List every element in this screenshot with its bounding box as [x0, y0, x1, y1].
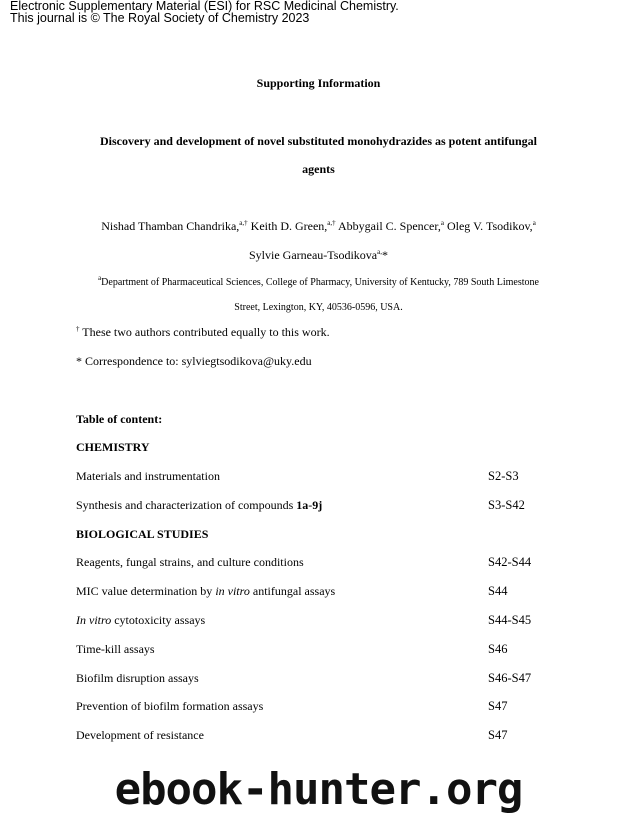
toc-entry: [76, 469, 220, 484]
author-name: Sylvie Garneau-Tsodikova: [249, 248, 378, 262]
toc-page-range: S46-S47: [488, 671, 532, 685]
toc-page-range: S44-S45: [488, 613, 532, 627]
dagger-mark: †: [76, 325, 80, 333]
toc-page-range: S47: [488, 728, 508, 742]
toc-entry-text: Biofilm disruption assays: [76, 671, 199, 685]
authors-line-1: [0, 219, 637, 234]
equal-contribution-note: [76, 325, 330, 340]
toc-entry-text: Reagents, fungal strains, and culture conditions: [76, 555, 304, 569]
author-affiliation-mark: a,†: [239, 219, 248, 227]
toc-entry-text: Prevention of biofilm formation assays: [76, 699, 264, 713]
toc-page-range: S3-S42: [488, 498, 525, 512]
toc-section-title: CHEMISTRY: [76, 440, 150, 454]
toc-entry: [76, 584, 335, 599]
toc-entry: [76, 671, 199, 686]
toc-entry-text: MIC value determination by: [76, 584, 216, 598]
affiliation-line-2: Street, Lexington, KY, 40536-0596, USA.: [234, 302, 403, 313]
author-affiliation-mark: a: [440, 219, 444, 227]
author-name: Oleg V. Tsodikov,: [446, 219, 533, 233]
authors-line-2: [0, 248, 637, 263]
author-affiliation-mark: a: [532, 219, 536, 227]
esi-header-line-1: Electronic Supplementary Material (ESI) for RSC Medicinal Chemistry.: [10, 0, 399, 13]
toc-section-title: BIOLOGICAL STUDIES: [76, 527, 209, 541]
paper-title-line-2: agents: [302, 162, 335, 176]
paper-title-line-1: Discovery and development of novel substituted monohydrazides as potent antifungal: [99, 134, 538, 148]
toc-entry-text: Synthesis and characterization of compounds: [76, 498, 297, 512]
toc-entry-text: Time-kill assays: [76, 642, 155, 656]
supporting-information-label: Supporting Information: [256, 76, 381, 90]
toc-entry-text: in vitro: [215, 584, 250, 598]
toc-heading: Table of content:: [76, 412, 163, 426]
corresponding-mark: *: [382, 248, 388, 262]
toc-entry-text: Materials and instrumentation: [76, 469, 220, 483]
watermark: ebook-hunter.org: [114, 764, 523, 815]
author-name: Abbygail C. Spencer,: [338, 219, 441, 233]
toc-page-range: S42-S44: [488, 555, 532, 569]
toc-page-range: S46: [488, 642, 508, 656]
toc-entry-text: -: [308, 498, 313, 512]
author-affiliation-mark: a,†: [327, 219, 336, 227]
toc-entry: [76, 642, 155, 657]
toc-page-range: S47: [488, 699, 508, 713]
toc-page-range: S2-S3: [488, 469, 519, 483]
toc-entry-text: 9j: [312, 498, 323, 512]
toc-entry-text: antifungal assays: [249, 584, 336, 598]
toc-entry-text: Development of resistance: [76, 728, 204, 742]
toc-entry-text: cytotoxicity assays: [111, 613, 206, 627]
author-name: Nishad Thamban Chandrika,: [101, 219, 240, 233]
toc-entry: [76, 498, 322, 513]
affiliation-line-1: [0, 274, 637, 288]
affiliation-mark: a: [98, 274, 102, 282]
correspondence-note: * Correspondence to: sylviegtsodikova@uky.edu: [76, 354, 312, 368]
toc-entry-text: 1a: [296, 498, 309, 512]
toc-entry: [76, 613, 205, 628]
affiliation-text: Department of Pharmaceutical Sciences, College of Pharmacy, University of Kentucky, 789 South Limestone: [101, 277, 539, 288]
author-affiliation-mark: a,: [377, 248, 382, 256]
toc-entry-text: In vitro: [76, 613, 112, 627]
toc-entry: [76, 699, 263, 714]
toc-entry: [76, 555, 304, 570]
toc-entry: [76, 728, 204, 743]
author-name: Keith D. Green,: [250, 219, 328, 233]
toc-page-range: S44: [488, 584, 508, 598]
equal-contribution-text: These two authors contributed equally to this work.: [79, 325, 330, 339]
esi-header-line-2: This journal is © The Royal Society of Chemistry 2023: [10, 11, 310, 25]
